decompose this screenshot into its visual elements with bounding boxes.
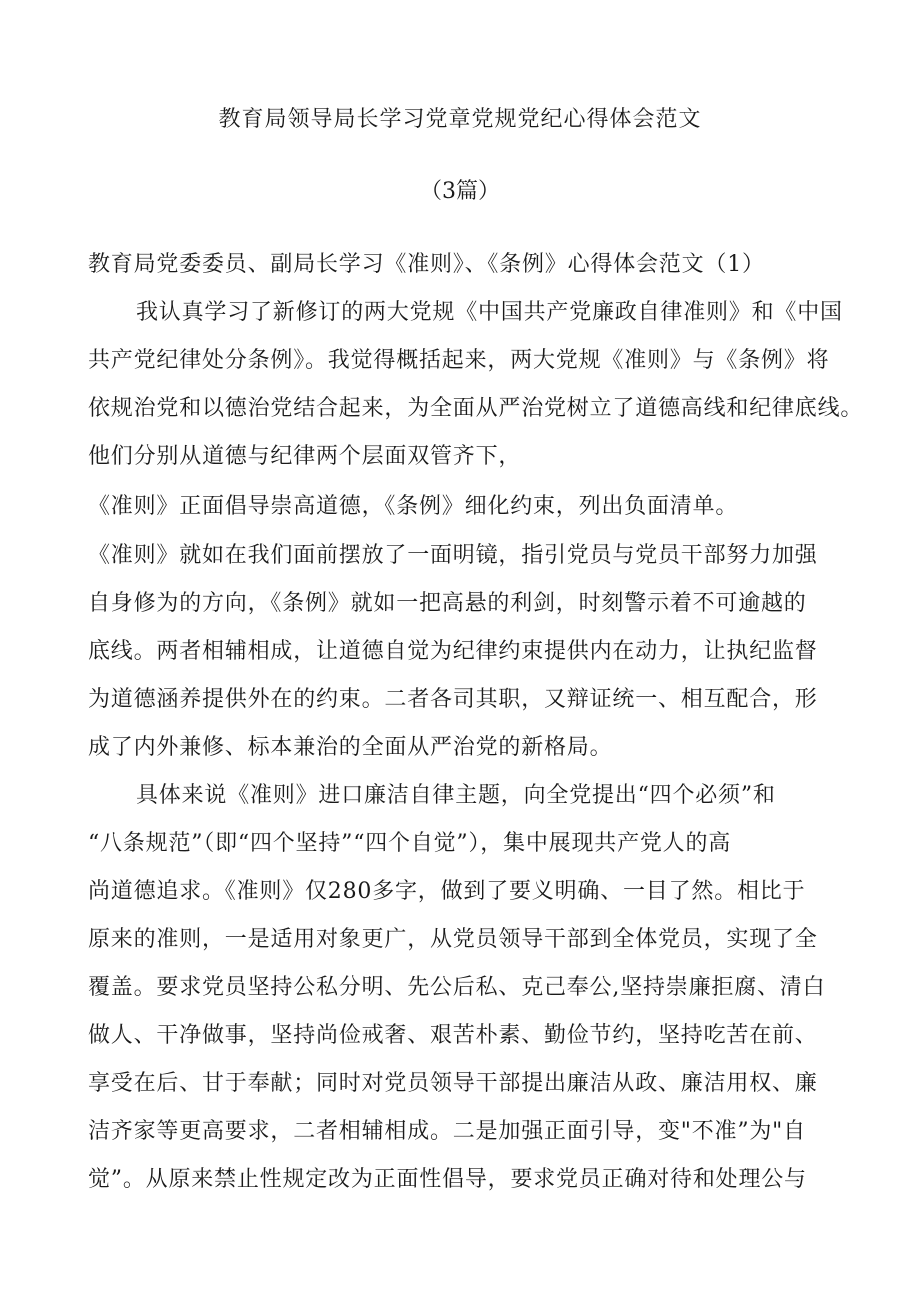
paragraph-line: 做人、干净做事，坚持尚俭戒奢、艰苦朴素、勤俭节约，坚持吃苦在前、 bbox=[88, 1023, 818, 1048]
paragraph-line: 他们分别从道德与纪律两个层面双管齐下， bbox=[88, 444, 522, 469]
paragraph-line: 尚道德追求。《准则》仅280多字，做到了要义明确、一目了然。相比于 bbox=[88, 879, 806, 904]
paragraph-line: 享受在后、甘于奉献；同时对党员领导干部提出廉洁从政、廉洁用权、廉 bbox=[88, 1071, 818, 1096]
paragraph-line: 共产党纪律处分条例》。我觉得概括起来，两大党规《准则》与《条例》将 bbox=[88, 348, 830, 373]
section-heading: 教育局党委委员、副局长学习《准则》、《条例》心得体会范文（1） bbox=[88, 252, 765, 277]
paragraph-line: 成了内外兼修、标本兼治的全面从严治党的新格局。 bbox=[88, 735, 613, 760]
paragraph-line: 依规治党和以德治党结合起来，为全面从严治党树立了道德高线和纪律底线。 bbox=[88, 396, 864, 421]
paragraph-line: 《准则》就如在我们面前摆放了一面明镜，指引党员与党员干部努力加强 bbox=[88, 543, 818, 568]
paragraph-line: 底线。两者相辅相成，让道德自觉为纪律约束提供内在动力，让执纪监督 bbox=[88, 639, 818, 664]
paragraph-line: “八条规范”（即“四个坚持”“四个自觉”），集中展现共产党人的高 bbox=[88, 831, 732, 856]
paragraph-line: 洁齐家等更高要求，二者相辅相成。二是加强正面引导，变"不准”为"自 bbox=[88, 1119, 806, 1144]
paragraph-line: 具体来说《准则》进口廉洁自律主题，向全党提出“四个必须”和 bbox=[136, 783, 776, 808]
paragraph-line: 为道德涵养提供外在的约束。二者各司其职，又辩证统一、相互配合，形 bbox=[88, 687, 818, 712]
paragraph-line: 自身修为的方向，《条例》就如一把高悬的利剑，时刻警示着不可逾越的 bbox=[88, 591, 807, 616]
paragraph-line: 觉”。从原来禁止性规定改为正面性倡导，要求党员正确对待和处理公与 bbox=[88, 1167, 807, 1192]
document-title: 教育局领导局长学习党章党规党纪心得体会范文 bbox=[218, 107, 702, 132]
paragraph-line: 《准则》正面倡导崇高道德，《条例》细化约束，列出负面清单。 bbox=[88, 494, 739, 519]
paragraph-line: 覆盖。要求党员坚持公私分明、先公后私、克己奉公,坚持崇廉拒腐、清白 bbox=[88, 975, 826, 1000]
paragraph-line: 原来的准则，一是适用对象更广，从党员领导干部到全体党员，实现了全 bbox=[88, 927, 818, 952]
document-subtitle: （3篇） bbox=[420, 179, 500, 204]
paragraph-line: 我认真学习了新修订的两大党规《中国共产党廉政自律准则》和《中国 bbox=[136, 300, 843, 325]
